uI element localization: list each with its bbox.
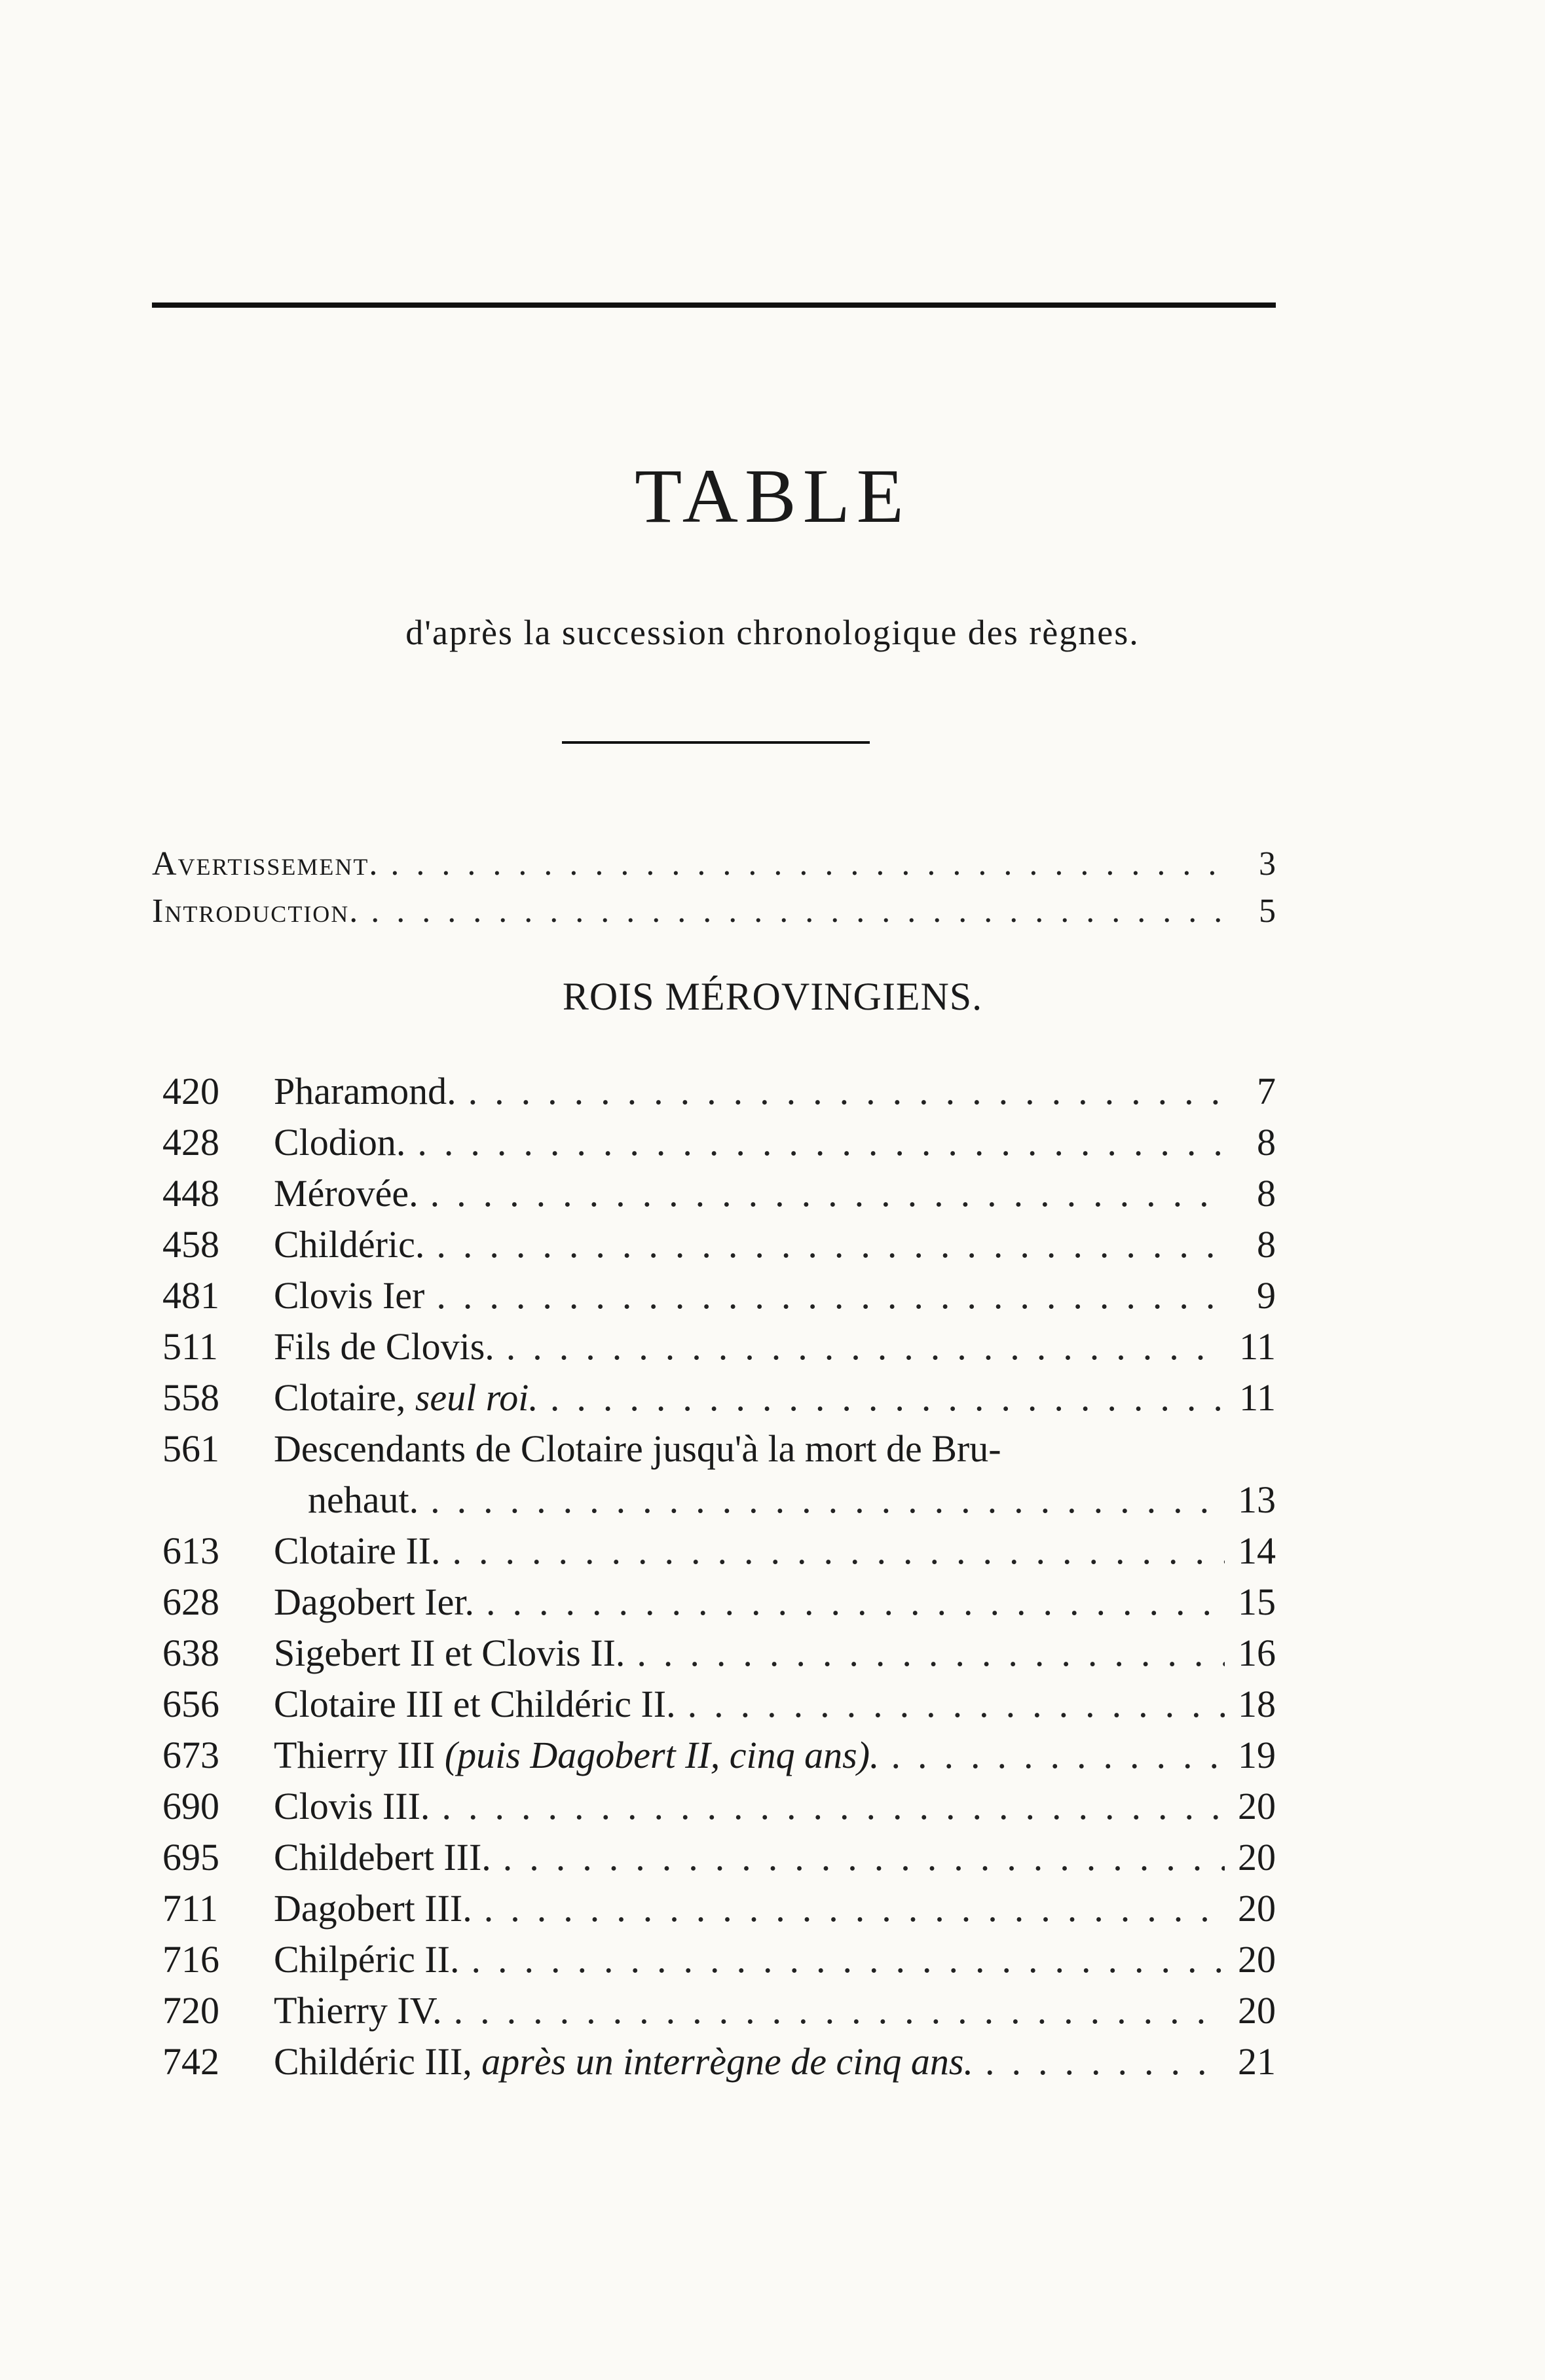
reign-name — [274, 1781, 430, 1832]
reign-name — [274, 1628, 625, 1679]
dot-leader — [390, 845, 1225, 883]
reign-name — [274, 1219, 424, 1270]
table-row — [162, 1526, 1276, 1577]
reign-name — [274, 1066, 456, 1117]
dot-leader — [430, 1168, 1225, 1219]
reign-year: 720 — [162, 1989, 219, 2032]
reign-name-text: Clodion. — [274, 1121, 406, 1163]
table-row — [162, 1423, 1276, 1526]
reign-name — [274, 1270, 424, 1321]
reign-name-text: Dagobert III. — [274, 1887, 472, 1930]
table-row — [162, 1270, 1276, 1321]
reign-name-text: Clovis III. — [274, 1785, 430, 1827]
table-row — [162, 1066, 1276, 1117]
reign-page: 7 — [1257, 1070, 1276, 1112]
reign-note: (puis Dagobert II, cinq ans). — [444, 1734, 880, 1776]
table-row — [162, 1628, 1276, 1679]
table-row — [162, 1679, 1276, 1730]
page-subtitle: d'après la succession chronologique des règnes. — [405, 613, 1140, 652]
reign-note: seul roi. — [415, 1376, 538, 1419]
reign-name-text: Pharamond. — [274, 1070, 456, 1112]
reign-name-text: Thierry IV. — [274, 1989, 442, 2032]
reign-year: 420 — [162, 1070, 219, 1112]
reign-name-text: Fils de Clovis. — [274, 1325, 494, 1368]
front-matter-introduction — [152, 892, 1276, 930]
reign-note: après un interrègne de cinq ans. — [481, 2040, 973, 2083]
table-row — [162, 1117, 1276, 1168]
reign-page: 14 — [1238, 1529, 1276, 1572]
reign-name — [274, 1577, 474, 1628]
divider-rule — [562, 741, 870, 744]
dot-leader — [430, 1474, 1225, 1526]
reign-name-text: Childéric. — [274, 1223, 425, 1266]
table-row — [162, 1219, 1276, 1270]
reign-name — [274, 1372, 538, 1423]
reign-name — [274, 1423, 1001, 1474]
reign-page: 19 — [1238, 1734, 1276, 1776]
table-row — [162, 1934, 1276, 1985]
table-row — [162, 1781, 1276, 1832]
reign-year: 613 — [162, 1529, 219, 1572]
reign-name — [274, 1679, 676, 1730]
front-matter-avertissement — [152, 845, 1276, 883]
reign-name-text: Clotaire, — [274, 1376, 406, 1419]
top-rule — [152, 302, 1276, 308]
table-row — [162, 1985, 1276, 2036]
reign-year: 558 — [162, 1376, 219, 1419]
reign-name-text: Childéric III, — [274, 2040, 472, 2083]
front-matter-page: 5 — [1259, 892, 1276, 930]
dot-leader — [688, 1679, 1225, 1730]
front-matter-label: Avertissement. — [152, 845, 379, 883]
reign-year: 673 — [162, 1734, 219, 1776]
reign-page: 8 — [1257, 1121, 1276, 1163]
reign-year: 481 — [162, 1274, 219, 1317]
dot-leader — [468, 1066, 1225, 1117]
reign-year: 448 — [162, 1172, 219, 1215]
dot-leader — [471, 1934, 1225, 1985]
reign-name — [274, 1117, 405, 1168]
section-heading: ROIS MÉROVINGIENS. — [562, 975, 983, 1018]
dot-leader — [985, 2036, 1225, 2087]
front-matter-label: Introduction. — [152, 892, 360, 930]
reign-name-text: Thierry III — [274, 1734, 436, 1776]
reign-page: 11 — [1239, 1376, 1276, 1419]
reign-page: 20 — [1238, 1938, 1276, 1981]
dot-leader — [441, 1781, 1225, 1832]
reign-name — [274, 1730, 880, 1781]
dot-leader — [484, 1883, 1225, 1934]
reign-name-text: Clovis Ier — [274, 1274, 425, 1317]
dot-leader — [637, 1628, 1225, 1679]
reign-year: 695 — [162, 1836, 219, 1878]
reign-name — [274, 1934, 459, 1985]
table-row — [162, 1577, 1276, 1628]
dot-leader — [486, 1577, 1225, 1628]
table-row — [162, 1168, 1276, 1219]
reign-page: 15 — [1238, 1581, 1276, 1623]
reign-year: 458 — [162, 1223, 219, 1266]
dot-leader — [891, 1730, 1225, 1781]
reign-name-text: Clotaire II. — [274, 1529, 441, 1572]
front-matter-page: 3 — [1259, 845, 1276, 883]
reign-name-text: Chilpéric II. — [274, 1938, 460, 1981]
reign-name-text: Sigebert II et Clovis II. — [274, 1632, 625, 1674]
reign-year: 656 — [162, 1683, 219, 1725]
reign-year: 511 — [162, 1325, 218, 1368]
reign-year: 428 — [162, 1121, 219, 1163]
reign-year: 628 — [162, 1581, 219, 1623]
reign-year: 638 — [162, 1632, 219, 1674]
reign-page: 16 — [1238, 1632, 1276, 1674]
dot-leader — [371, 892, 1225, 930]
table-row — [162, 1832, 1276, 1883]
reign-name-text: Dagobert Ier. — [274, 1581, 474, 1623]
dot-leader — [454, 1985, 1225, 2036]
reign-name — [274, 1832, 491, 1883]
reign-name — [274, 1321, 494, 1372]
table-row — [162, 1372, 1276, 1423]
reign-page: 13 — [1238, 1478, 1276, 1521]
reign-year: 711 — [162, 1887, 218, 1930]
reign-name — [274, 1883, 472, 1934]
reign-year: 690 — [162, 1785, 219, 1827]
reign-page: 21 — [1238, 2040, 1276, 2083]
table-row — [162, 1883, 1276, 1934]
dot-leader — [436, 1270, 1225, 1321]
reign-name-text: Clotaire III et Childéric II. — [274, 1683, 676, 1725]
reign-name-text: Childebert III. — [274, 1836, 491, 1878]
reign-name — [274, 2036, 973, 2087]
reign-name-text: Descendants de Clotaire jusqu'à la mort de Bru- — [274, 1427, 1001, 1470]
reign-page: 18 — [1238, 1683, 1276, 1725]
reign-page: 20 — [1238, 1887, 1276, 1930]
dot-leader — [506, 1321, 1225, 1372]
reign-name-continuation: nehaut. — [308, 1478, 419, 1521]
table-row — [162, 1730, 1276, 1781]
reign-name — [274, 1985, 442, 2036]
dot-leader — [550, 1372, 1225, 1423]
dot-leader — [436, 1219, 1225, 1270]
reign-page: 8 — [1257, 1223, 1276, 1266]
dot-leader — [452, 1526, 1225, 1577]
reign-page: 9 — [1257, 1274, 1276, 1317]
reign-page: 11 — [1239, 1325, 1276, 1368]
reign-list — [162, 1066, 1276, 2087]
table-row — [162, 2036, 1276, 2087]
page-title: TABLE — [635, 453, 910, 539]
reign-year: 716 — [162, 1938, 219, 1981]
reign-page: 20 — [1238, 1989, 1276, 2032]
table-row-line — [162, 1474, 1276, 1526]
dot-leader — [503, 1832, 1225, 1883]
dot-leader — [417, 1117, 1225, 1168]
reign-name-text: Mérovée. — [274, 1172, 419, 1215]
reign-year: 561 — [162, 1427, 219, 1470]
reign-name — [274, 1526, 440, 1577]
reign-page: 20 — [1238, 1836, 1276, 1878]
table-row — [162, 1321, 1276, 1372]
reign-page: 8 — [1257, 1172, 1276, 1215]
table-row-line — [162, 1423, 1276, 1474]
reign-page: 20 — [1238, 1785, 1276, 1827]
reign-year: 742 — [162, 2040, 219, 2083]
reign-name — [274, 1168, 419, 1219]
